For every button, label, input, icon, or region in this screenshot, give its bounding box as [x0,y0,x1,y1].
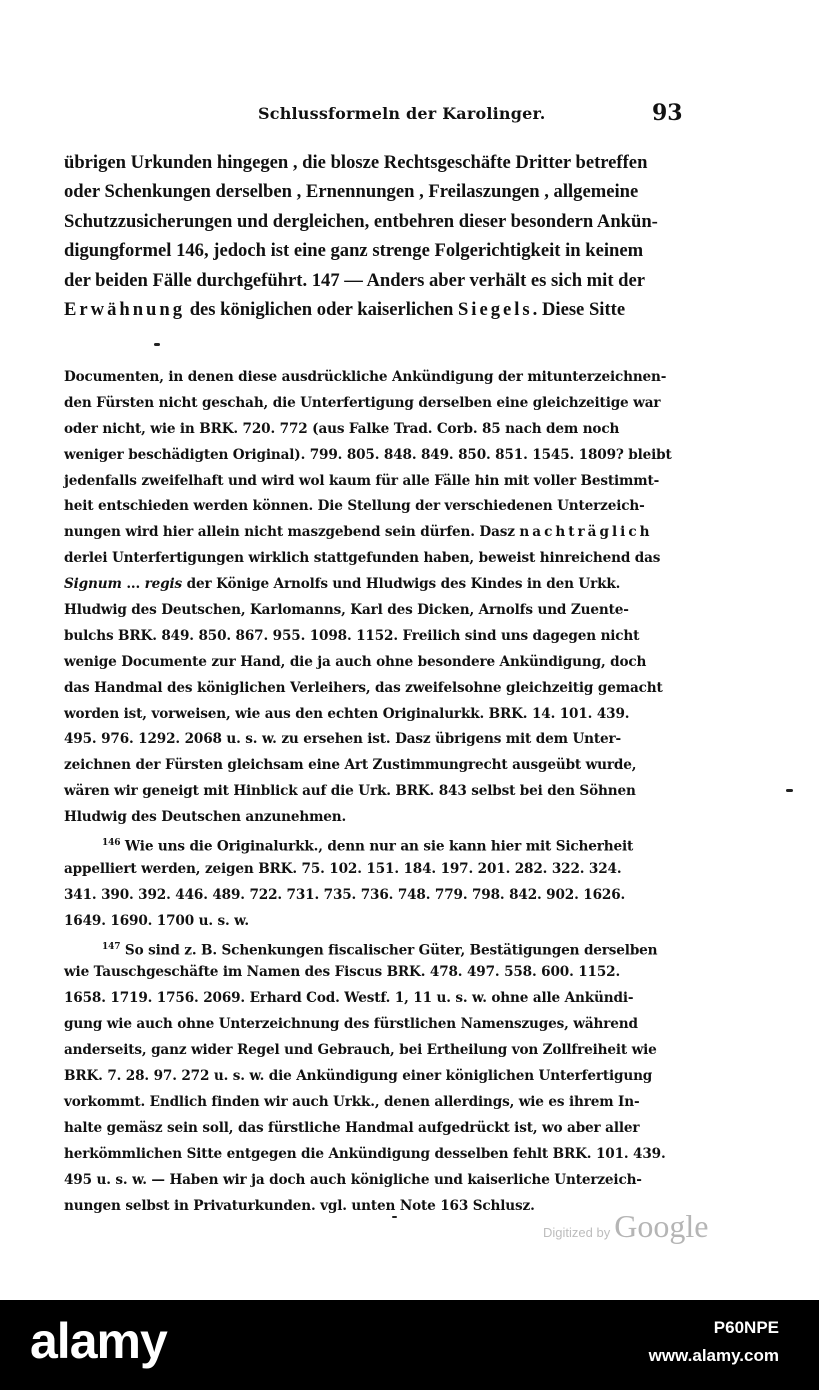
body-line [64,295,686,324]
note-text-run: ... [121,576,145,593]
image-id: P60NPE [713,1318,779,1337]
note-line: worden ist, vorweisen, wie aus den echten Originalurkk. BRK. 14. 101. 439. [64,705,630,722]
note-line: 1649. 1690. 1700 u. s. w. [64,912,249,929]
note-line [64,572,686,598]
running-header: Schlussformeln der Karolinger. [258,104,546,123]
note-line: gung wie auch ohne Unterzeichnung des fürstlichen Namenszuges, während [64,1016,638,1033]
page-number: 93 [652,100,683,126]
note-text-run: Wie uns die Originalurkk., denn nur an sie kann hier mit Sicherheit [120,838,634,855]
body-text-run: . Diese Sitte [532,298,626,320]
page-blemish [154,343,160,346]
footnote-start [64,935,686,961]
stock-photo-footer [0,1300,819,1390]
italic-term: Signum [64,576,122,593]
watermark-prefix: Digitized by [543,1225,611,1240]
note-line: oder nicht, wie in BRK. 720. 772 (aus Falke Trad. Corb. 85 nach dem noch [64,420,620,437]
alamy-logo: alamy [30,1313,167,1369]
note-line [64,520,686,546]
spaced-term: Siegels [457,298,533,320]
footnote-start [64,831,686,857]
body-line: oder Schenkungen derselben , Ernennungen , Freilaszungen , allgemeine [64,181,639,203]
note-line: BRK. 7. 28. 97. 272 u. s. w. die Ankündigung einer königlichen Unterfertigung [64,1068,653,1085]
google-logo: Google [614,1208,709,1244]
note-line: vorkommt. Endlich finden wir auch Urkk., denen allerdings, wie es ihrem In- [64,1093,640,1110]
note-line: heit entschieden werden können. Die Stellung der verschiedenen Unterzeich- [64,498,645,515]
footnote-number: 147 [102,941,121,952]
note-text-run: So sind z. B. Schenkungen fiscalischer Güter, Bestätigungen derselben [120,942,658,959]
note-line: jedenfalls zweifelhaft und wird wol kaum für alle Fälle hin mit voller Bestimmt- [64,472,660,489]
note-line: 341. 390. 392. 446. 489. 722. 731. 735. 736. 748. 779. 798. 842. 902. 1626. [64,886,626,903]
note-line: Hludwig des Deutschen anzunehmen. [64,809,347,826]
italic-term: regis [144,576,183,593]
note-text-run: nungen wird hier allein nicht maszgebend sein dürfen. Dasz [64,524,520,541]
page-blemish [786,789,793,792]
note-line: halte gemäsz sein soll, das fürstliche Handmal aufgedrückt ist, wo aber aller [64,1119,640,1136]
spaced-term: Erwähnung [64,298,186,320]
body-line: Schutzzusicherungen und dergleichen, entbehren dieser besondern Ankün- [64,210,658,232]
body-line: übrigen Urkunden hingegen , die blosze Rechtsgeschäfte Dritter betreffen [64,152,648,173]
note-line: Documenten, in denen diese ausdrückliche Ankündigung der mitunterzeichnen- [64,369,667,385]
note-text-run: der Könige Arnolfs und Hludwigs des Kindes in den Urkk. [182,576,621,593]
footnote-number: 146 [102,838,121,849]
note-line: appelliert werden, zeigen BRK. 75. 102. 151. 184. 197. 201. 282. 322. 324. [64,860,622,877]
note-line: herkömmlichen Sitte entgegen die Ankündigung desselben fehlt BRK. 101. 439. [64,1145,666,1162]
note-line: 495. 976. 1292. 2068 u. s. w. zu ersehen ist. Dasz übrigens mit dem Unter- [64,731,622,748]
digitized-by-google-watermark [543,1208,708,1245]
note-line: bulchs BRK. 849. 850. 867. 955. 1098. 1152. Freilich sind uns dagegen nicht [64,627,640,644]
note-line: zeichnen der Fürsten gleichsam eine Art Zustimmungrecht ausgeübt wurde, [64,757,637,774]
note-line: wenige Documente zur Hand, die ja auch ohne besondere Ankündigung, doch [64,653,647,670]
note-line: anderseits, ganz wider Regel und Gebrauch, bei Ertheilung von Zollfreiheit wie [64,1042,657,1059]
note-line: Hludwig des Deutschen, Karlomanns, Karl des Dicken, Arnolfs und Zuente- [64,602,629,619]
note-line: den Fürsten nicht geschah, die Unterfertigung derselben eine gleichzeitige war [64,394,661,411]
site-url: www.alamy.com [648,1346,779,1365]
note-line: wie Tauschgeschäfte im Namen des Fiscus BRK. 478. 497. 558. 600. 1152. [64,964,621,981]
note-line: das Handmal des königlichen Verleihers, das zweifelsohne gleichzeitig gemacht [64,679,663,696]
note-line: wären wir geneigt mit Hinblick auf die Urk. BRK. 843 selbst bei den Söhnen [64,783,636,800]
body-line: der beiden Fälle durchgeführt. 147 — Anders aber verhält es sich mit der [64,269,646,291]
note-line: weniger beschädigten Original). 799. 805. 848. 849. 850. 851. 1545. 1809? bleibt [64,446,672,463]
spaced-term: nachträglich [519,524,653,541]
note-line: nungen selbst in Privaturkunden. vgl. unten Note 163 Schlusz. [64,1197,535,1214]
page-blemish [392,1216,397,1218]
body-text-run: des königlichen oder kaiserlichen [185,298,458,320]
note-line: 495 u. s. w. — Haben wir ja doch auch königliche und kaiserliche Unterzeich- [64,1171,642,1188]
main-text [64,148,686,324]
note-line: derlei Unterfertigungen wirklich stattgefunden haben, beweist hinreichend das [64,550,661,567]
body-line: digungformel 146, jedoch ist eine ganz strenge Folgerichtigkeit in keinem [64,240,644,262]
note-line: 1658. 1719. 1756. 2069. Erhard Cod. Westf. 1, 11 u. s. w. ohne alle Ankündi- [64,990,634,1007]
footnotes [64,365,686,1219]
